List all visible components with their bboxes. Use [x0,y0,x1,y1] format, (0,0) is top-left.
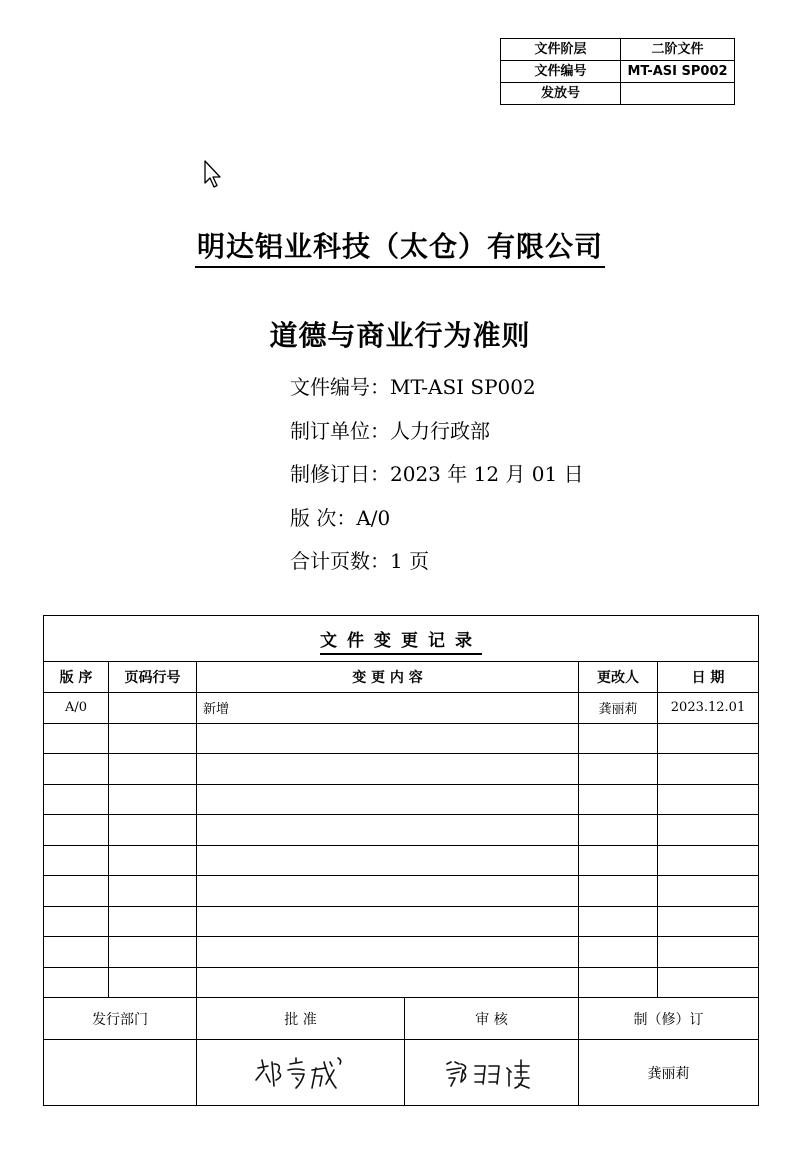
info-value: 二阶文件 [621,39,735,61]
table-row [44,937,759,968]
cell-page-line [109,693,197,724]
cell-content [197,815,579,846]
cell-version [44,937,109,968]
table-row [44,754,759,785]
meta-page-count: 合计页数：1 页 [290,549,430,573]
table-row [44,723,759,754]
cell-date [658,845,759,876]
cell-date [658,876,759,907]
cell-content: 新增 [197,693,579,724]
cell-modifier [579,784,658,815]
meta-doc-number: 文件编号：MT-ASI SP002 [290,375,536,399]
meta-department: 制订单位：人力行政部 [290,418,490,443]
cell-version [44,967,109,998]
cell-content [197,876,579,907]
mouse-cursor-icon [203,160,225,190]
cell-date [658,723,759,754]
cell-content [197,784,579,815]
cell-date [658,937,759,968]
change-record-title-row [44,616,759,662]
company-name [0,225,800,265]
change-record-body [44,693,759,998]
info-label: 发放号 [501,83,621,105]
info-value: MT-ASI SP002 [621,61,735,83]
cell-content [197,967,579,998]
company-name-text: 明达铝业科技（太仓）有限公司 [195,230,605,268]
meta-revision-date: 制修订日：2023 年 12 月 01 日 [290,462,584,486]
cell-page-line [109,784,197,815]
info-label: 文件阶层 [501,39,621,61]
cell-date [658,815,759,846]
signoff-dept-value [44,1040,197,1106]
cell-modifier [579,967,658,998]
table-row [44,906,759,937]
cell-version: A/0 [44,693,109,724]
info-label: 文件编号 [501,61,621,83]
table-row [44,784,759,815]
cell-page-line [109,937,197,968]
meta-version: 版 次：A/0 [290,505,391,530]
cell-date [658,967,759,998]
cell-modifier [579,815,658,846]
cell-version [44,815,109,846]
document-title: 道德与商业行为准则 [269,319,531,352]
cell-date: 2023.12.01 [658,693,759,724]
cell-content [197,906,579,937]
table-row [44,876,759,907]
cell-date [658,754,759,785]
cell-page-line [109,815,197,846]
change-record-table [43,615,759,1106]
cell-modifier [579,845,658,876]
info-row-number [501,61,735,83]
change-record-title-text: 文件变更记录 [320,631,482,655]
cell-page-line [109,967,197,998]
signoff-revise-value: 龚丽莉 [579,1040,759,1106]
cell-content [197,937,579,968]
table-row [44,967,759,998]
signoff-review-label: 审 核 [405,998,579,1040]
table-row [44,845,759,876]
reviewer-signature-image [437,1048,547,1098]
table-header-row [44,662,759,693]
cell-date [658,784,759,815]
table-row [44,693,759,724]
cell-content [197,754,579,785]
cell-version [44,845,109,876]
signoff-dept-label: 发行部门 [44,998,197,1040]
approver-signature [197,1040,405,1106]
col-date: 日 期 [658,662,759,693]
cell-version [44,784,109,815]
col-version: 版 序 [44,662,109,693]
cell-modifier [579,754,658,785]
cell-date [658,906,759,937]
cell-content [197,723,579,754]
info-row-issue [501,83,735,105]
info-row-level [501,39,735,61]
change-record-title [44,616,759,662]
signoff-revise-label: 制（修）订 [579,998,759,1040]
reviewer-signature [405,1040,579,1106]
col-change-content: 变 更 内 容 [197,662,579,693]
approver-signature-image [246,1048,356,1098]
cell-version [44,906,109,937]
cell-page-line [109,845,197,876]
document-info-box [500,38,735,105]
table-row [44,815,759,846]
cell-modifier: 龚丽莉 [579,693,658,724]
col-page-line: 页码行号 [109,662,197,693]
cell-modifier [579,723,658,754]
signoff-value-row [44,1040,759,1106]
cell-page-line [109,723,197,754]
cell-modifier [579,937,658,968]
col-modifier: 更改人 [579,662,658,693]
cell-version [44,723,109,754]
cell-page-line [109,754,197,785]
cell-modifier [579,906,658,937]
signoff-label-row [44,998,759,1040]
signoff-approve-label: 批 准 [197,998,405,1040]
cell-content [197,845,579,876]
document-meta [290,372,584,590]
cell-version [44,876,109,907]
cell-version [44,754,109,785]
cell-page-line [109,906,197,937]
cell-modifier [579,876,658,907]
cell-page-line [109,876,197,907]
info-value [621,83,735,105]
